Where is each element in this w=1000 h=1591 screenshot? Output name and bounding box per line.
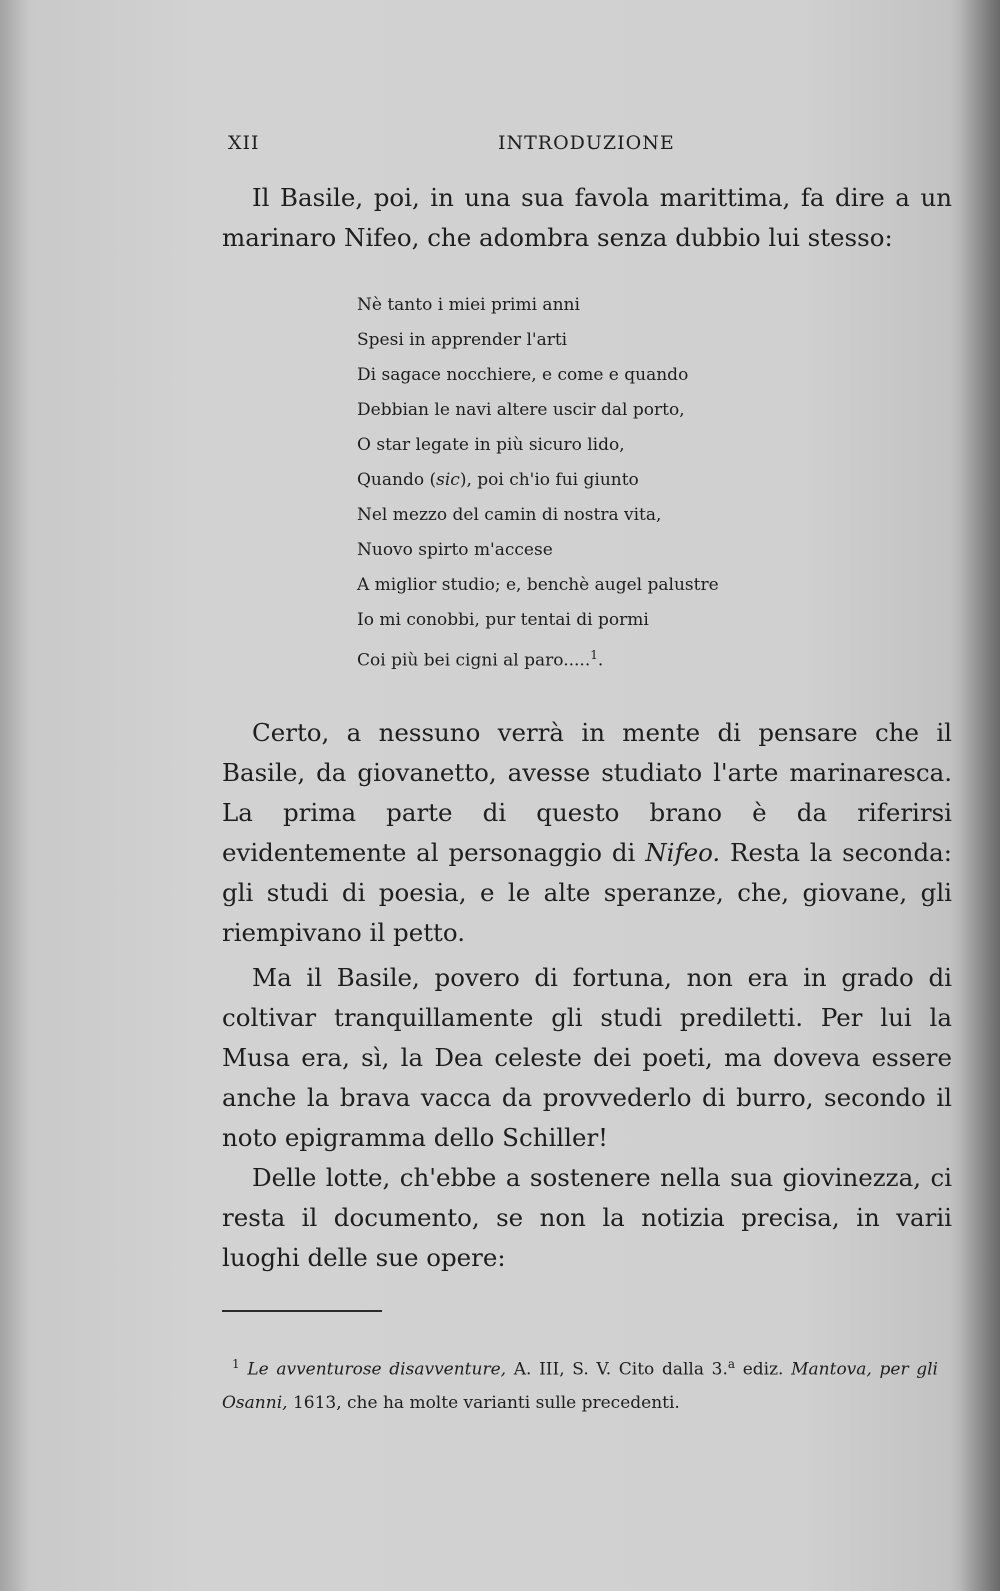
paragraph-certo <box>222 713 952 953</box>
verse-text: ), poi ch'io fui giunto <box>459 470 639 490</box>
paragraph-run: Resta la seconda: gli studi di poesia, e le alte speranze, che, giovane, gli riempivano il petto. <box>222 838 952 947</box>
footnote-title: Le avventurose disavventure, <box>247 1359 507 1380</box>
verse-line: Nuovo spirto m'accese <box>357 540 553 560</box>
page-edge-shadow <box>960 0 1000 1591</box>
footnote-place: Mantova, per gli Osanni, <box>222 1359 938 1413</box>
verse-line: O star legate in più sicuro lido, <box>357 435 625 455</box>
paragraph-text: Il Basile, poi, in una sua favola marittima, fa dire a un marinaro Nifeo, che adombra senza dubbio lui stesso: <box>222 183 952 252</box>
running-title: INTRODUZIONE <box>498 132 675 154</box>
verse-line: Io mi conobbi, pur tentai di pormi <box>357 610 649 630</box>
footnote-text: ediz. <box>735 1359 792 1380</box>
verse-text: Quando ( <box>357 470 437 490</box>
paragraph-ma <box>222 958 952 1158</box>
paragraph-text: Delle lotte, ch'ebbe a sostenere nella sua giovinezza, ci resta il documento, se non la notizia precisa, in varii luoghi delle sue opere: <box>222 1163 952 1272</box>
running-head <box>228 132 948 162</box>
footnote <box>222 1348 938 1420</box>
footnote-marker: 1 <box>232 1357 240 1371</box>
footnote-text: A. III, S. V. Cito dalla 3. <box>506 1359 728 1380</box>
verse-line: Nel mezzo del camin di nostra vita, <box>357 505 662 525</box>
footnote-reference: 1 <box>590 648 598 662</box>
verse-line: Debbian le navi altere uscir dal porto, <box>357 400 685 420</box>
verse-line <box>357 463 719 498</box>
ordinal-suffix: a <box>727 1357 736 1371</box>
paragraph-delle-lotte <box>222 1158 952 1278</box>
verse-line: Nè tanto i miei primi anni <box>357 295 580 315</box>
nifeo-italic: Nifeo. <box>645 838 721 867</box>
verse-line <box>357 638 719 679</box>
verse-text: Coi più bei cigni al paro..... <box>357 650 591 671</box>
paragraph-text: Ma il Basile, povero di fortuna, non era in grado di coltivar tranquillamente gli studi prediletti. Per lui la Musa era, sì, la Dea celeste dei poeti, ma doveva essere anche la brava vacca da provvederlo di burro, secondo il noto epigramma dello Schiller! <box>222 963 952 1152</box>
verse-line: Spesi in apprender l'arti <box>357 330 568 350</box>
paragraph-intro <box>222 178 952 258</box>
paragraph-run: Certo, a nessuno verrà in mente di pensare che il Basile, da giovanetto, avesse studiato l'arte marinaresca. La prima parte di questo brano è da riferirsi evidentemente al personaggio di <box>222 718 952 867</box>
footnote-text: 1613, che ha molte varianti sulle precedenti. <box>287 1392 680 1413</box>
verse-line: Di sagace nocchiere, e come e quando <box>357 365 689 385</box>
sic-italic: sic <box>436 470 460 490</box>
verse-line: A miglior studio; e, benchè augel palustre <box>357 575 719 595</box>
footnote-separator <box>222 1310 382 1312</box>
page-number: XII <box>228 132 260 154</box>
verse-quotation <box>357 288 719 679</box>
paragraph-text <box>222 713 952 953</box>
verse-text: . <box>597 650 604 671</box>
